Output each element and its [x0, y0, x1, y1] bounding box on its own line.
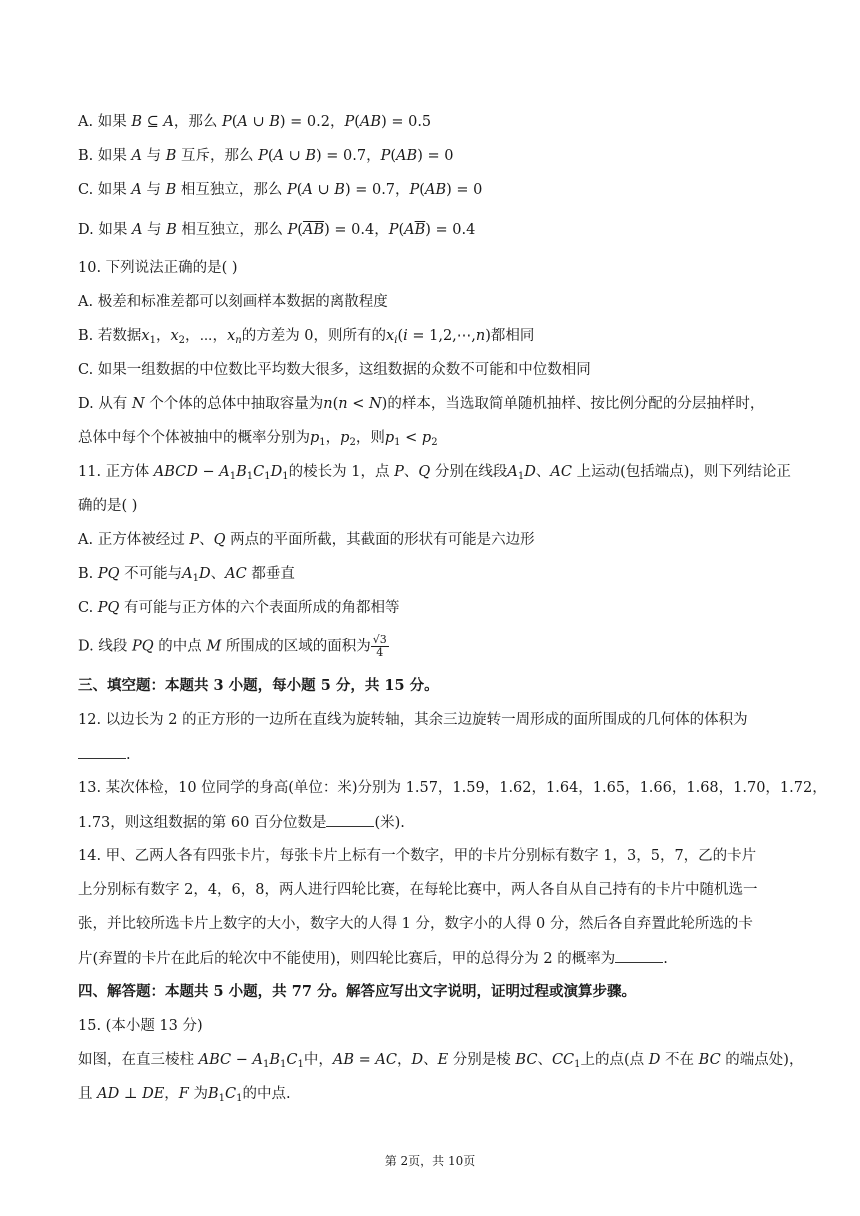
q10-stem: 10. 下列说法正确的是( )	[78, 260, 238, 276]
section-4-heading: 四、解答题：本题共 5 小题，共 77 分。解答应写出文字说明，证明过程或演算步骤。	[78, 983, 636, 1000]
q11-option-d: D. 线段 PQ 的中点 M 所围成的区域的面积为 $\frac{√3}{4}$	[78, 633, 387, 659]
q15-line2: 且 AD ⊥ DE，F 为$B_1C_1$的中点.	[78, 1086, 291, 1104]
q10-option-c: C. 如果一组数据的中位数比平均数大很多，这组数据的众数不可能和中位数相同	[78, 362, 591, 378]
q13-line1: 13. 某次体检，10 位同学的身高(单位：米)分别为 1.57，1.59，1.62，1.64，1.65，1.66，1.68，1.70，1.72，	[78, 780, 827, 796]
q13-line2: 1.73，则这组数据的第 60 百分位数是 (米).	[78, 812, 800, 833]
q9-option-a: A. 如果 B ⊆ A，那么 P(A ∪ B) = 0.2，P(AB) = 0.5	[78, 114, 432, 130]
q10-option-b: B. 若数据$x_1$，$x_2$，⋯，$x_n$的方差为 0，则所有的$x_i(i$ = 1,2,⋯,n)都相同	[78, 328, 535, 346]
q9-option-b: B. 如果 A 与 B 互斥，那么 P(A ∪ B) = 0.7，P(AB) = 0	[78, 148, 454, 164]
q11-stem-line1: 11. 正方体 ABCD − $A_1B_1C_1D_1$的棱长为 1，点 P、Q 分别在线段$A_1D$、AC 上运动(包括端点)，则下列结论正	[78, 464, 791, 482]
answer-blank	[78, 744, 126, 759]
q14-line1: 14. 甲、乙两人各有四张卡片，每张卡片上标有一个数字，甲的卡片分别标有数字 1，3，5，7，乙的卡片	[78, 848, 757, 864]
q15-line1: 如图，在直三棱柱 ABC − $A_1B_1C_1$中，AB = AC，D、E 分别是棱 BC、$CC_1$上的点(点 D 不在 BC 的端点处)，	[78, 1052, 804, 1070]
q10-option-d-line2: 总体中每个个体被抽中的概率分别为$p_1$，$p_2$，则$p_1 < p_2$	[78, 430, 438, 448]
q11-stem-line2: 确的是( )	[78, 498, 138, 514]
section-3-heading: 三、填空题：本题共 3 小题，每小题 5 分，共 15 分。	[78, 677, 439, 694]
q12-line2: .	[78, 744, 800, 765]
q9-option-c: C. 如果 A 与 B 相互独立，那么 P(A ∪ B) = 0.7，P(AB) = 0	[78, 182, 483, 198]
q10-option-a: A. 极差和标准差都可以刻画样本数据的离散程度	[78, 294, 388, 310]
q14-line2: 上分别标有数字 2，4，6，8，两人进行四轮比赛，在每轮比赛中，两人各自从自己持有的卡片中随机选一	[78, 882, 758, 898]
answer-blank	[615, 948, 663, 963]
fraction-sqrt3-over-4: $\frac{√3}{4}$	[372, 633, 387, 659]
q11-option-b: B. PQ 不可能与$A_1D$、AC 都垂直	[78, 566, 295, 584]
page-footer: 第 2页，共 10页	[384, 1154, 476, 1168]
q12-line1: 12. 以边长为 2 的正方形的一边所在直线为旋转轴，其余三边旋转一周形成的面所围成的几何体的体积为	[78, 712, 748, 728]
q15-header: 15. (本小题 13 分)	[78, 1018, 203, 1034]
q14-line3: 张，并比较所选卡片上数字的大小，数字大的人得 1 分，数字小的人得 0 分，然后各自弃置此轮所选的卡	[78, 916, 753, 932]
q11-option-a: A. 正方体被经过 P、Q 两点的平面所截，其截面的形状有可能是六边形	[78, 532, 535, 548]
answer-blank	[326, 812, 374, 827]
q10-option-d-line1: D. 从有 N 个个体的总体中抽取容量为n(n < N)的样本，当选取简单随机抽样、按比例分配的分层抽样时，	[78, 396, 765, 412]
q11-option-c: C. PQ 有可能与正方体的六个表面所成的角都相等	[78, 600, 400, 616]
q14-line4: 片(弃置的卡片在此后的轮次中不能使用)，则四轮比赛后，甲的总得分为 2 的概率为 .	[78, 948, 800, 969]
q9-option-d: D. 如果 A 与 B 相互独立，那么 $P(\overline{A}\overline{B}) = 0.4$，$P(A\overline{B}) = 0.4$	[78, 222, 476, 238]
